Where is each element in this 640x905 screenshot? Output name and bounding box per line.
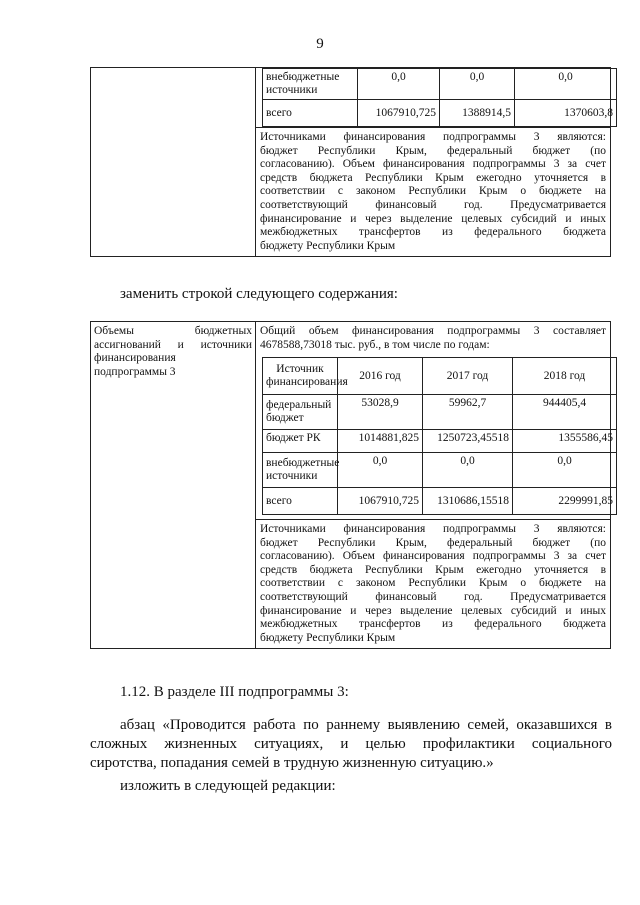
note-line: средств бюджета Республики Крым ежегодно уточняется в: [260, 563, 606, 576]
source-cell: бюджет РК: [263, 430, 338, 453]
financing-note-new: [256, 519, 610, 648]
note-line: финансирование и через выделение целевых субсидий и иных: [260, 212, 606, 225]
value-cell: 2299991,85: [513, 488, 617, 515]
left-line: ассигнований и источники: [94, 338, 252, 351]
note-line: средств бюджета Республики Крым ежегодно уточняется в: [260, 171, 606, 184]
note-line: согласованию). Объем финансирования подпрограммы 3 за счет: [260, 550, 606, 563]
value-cell: 944405,4: [513, 395, 617, 430]
note-line: финансирование и через выделение целевых субсидий и иных: [260, 604, 606, 617]
left-line: подпрограммы 3: [94, 365, 176, 378]
note-line: бюджет Республики Крым, федеральный бюджет (по: [260, 144, 606, 157]
header-cell: 2017 год: [423, 358, 513, 395]
note-line: межбюджетных трансфертов из федерального бюджета: [260, 226, 606, 239]
left-line: финансирования: [94, 352, 176, 364]
table-row: [263, 69, 617, 100]
replace-instruction: заменить строкой следующего содержания:: [120, 286, 398, 302]
financing-table-new: [90, 321, 611, 649]
note-line: соответствующий финансовый год. Предусматривается: [260, 590, 606, 603]
table-header-row: [263, 358, 617, 395]
value-cell: 53028,9: [338, 395, 423, 430]
value-cell: 1014881,825: [338, 430, 423, 453]
left-cell-empty: [91, 68, 256, 257]
value-cell: 1067910,725: [338, 488, 423, 515]
header-cell: 2018 год: [513, 358, 617, 395]
source-cell: всего: [263, 488, 338, 515]
financing-intro: Общий объем финансирования подпрограммы 3 составляет 4678588,73018 тыс. руб., в том числе по годам:: [260, 325, 606, 351]
value-cell: 0,0: [338, 453, 423, 488]
note-line: бюджету Республики Крым: [260, 631, 396, 644]
financing-table-old: [90, 67, 611, 257]
value-cell: 0,0: [440, 69, 515, 100]
left-cell: [91, 322, 256, 649]
source-cell: внебюджетные источники: [263, 453, 338, 488]
note-line: Источниками финансирования подпрограммы 3 являются:: [260, 131, 606, 143]
value-cell: 0,0: [423, 453, 513, 488]
note-line: соответствии с законом Республики Крым о бюджете на: [260, 577, 606, 590]
page-number: 9: [316, 36, 324, 52]
abzac-line: сложных жизненных ситуациях, и целью профилактики социального: [90, 736, 612, 752]
value-cell: 59962,7: [423, 395, 513, 430]
source-cell: федеральный бюджет: [263, 395, 338, 430]
table-row: [263, 430, 617, 453]
table-row: [263, 488, 617, 515]
note-line: соответствии с законом Республики Крым о бюджете на: [260, 185, 606, 198]
note-line: соответствующий финансовый год. Предусматривается: [260, 198, 606, 211]
izlozhit-instruction: изложить в следующей редакции:: [120, 778, 336, 794]
table-row: [263, 395, 617, 430]
abzac-line: сиротства, попадания семей в трудную жизненную ситуацию.»: [90, 755, 494, 771]
left-cell-text: [91, 322, 255, 379]
value-cell: 1388914,5: [440, 100, 515, 127]
header-cell: 2016 год: [338, 358, 423, 395]
table-row: [263, 453, 617, 488]
left-line: Объемы бюджетных: [94, 325, 252, 337]
note-line: согласованию). Объем финансирования подпрограммы 3 за счет: [260, 158, 606, 171]
section-heading: 1.12. В разделе III подпрограммы 3:: [120, 684, 349, 700]
right-cell: [256, 322, 611, 649]
right-cell: [256, 68, 611, 257]
note-line: бюджету Республики Крым: [260, 239, 396, 252]
financing-inner-table-new: [262, 357, 617, 515]
value-cell: 1355586,45: [513, 430, 617, 453]
note-line: межбюджетных трансфертов из федерального бюджета: [260, 618, 606, 631]
note-line: бюджет Республики Крым, федеральный бюджет (по: [260, 536, 606, 549]
financing-note-old: [256, 127, 610, 256]
value-cell: 0,0: [358, 69, 440, 100]
note-line: Источниками финансирования подпрограммы 3 являются:: [260, 523, 606, 535]
value-cell: 0,0: [515, 69, 617, 100]
value-cell: 1067910,725: [358, 100, 440, 127]
abzac-paragraph: [90, 716, 612, 773]
source-cell: внебюджетные источники: [263, 69, 358, 100]
value-cell: 0,0: [513, 453, 617, 488]
source-cell: всего: [263, 100, 358, 127]
value-cell: 1370603,8: [515, 100, 617, 127]
header-cell: Источник финансирования: [263, 358, 338, 395]
financing-inner-table-old: [262, 68, 617, 127]
value-cell: 1310686,15518: [423, 488, 513, 515]
value-cell: 1250723,45518: [423, 430, 513, 453]
table-row: [263, 100, 617, 127]
abzac-line: абзац «Проводится работа по раннему выявлению семей, оказавшихся в: [120, 717, 612, 733]
